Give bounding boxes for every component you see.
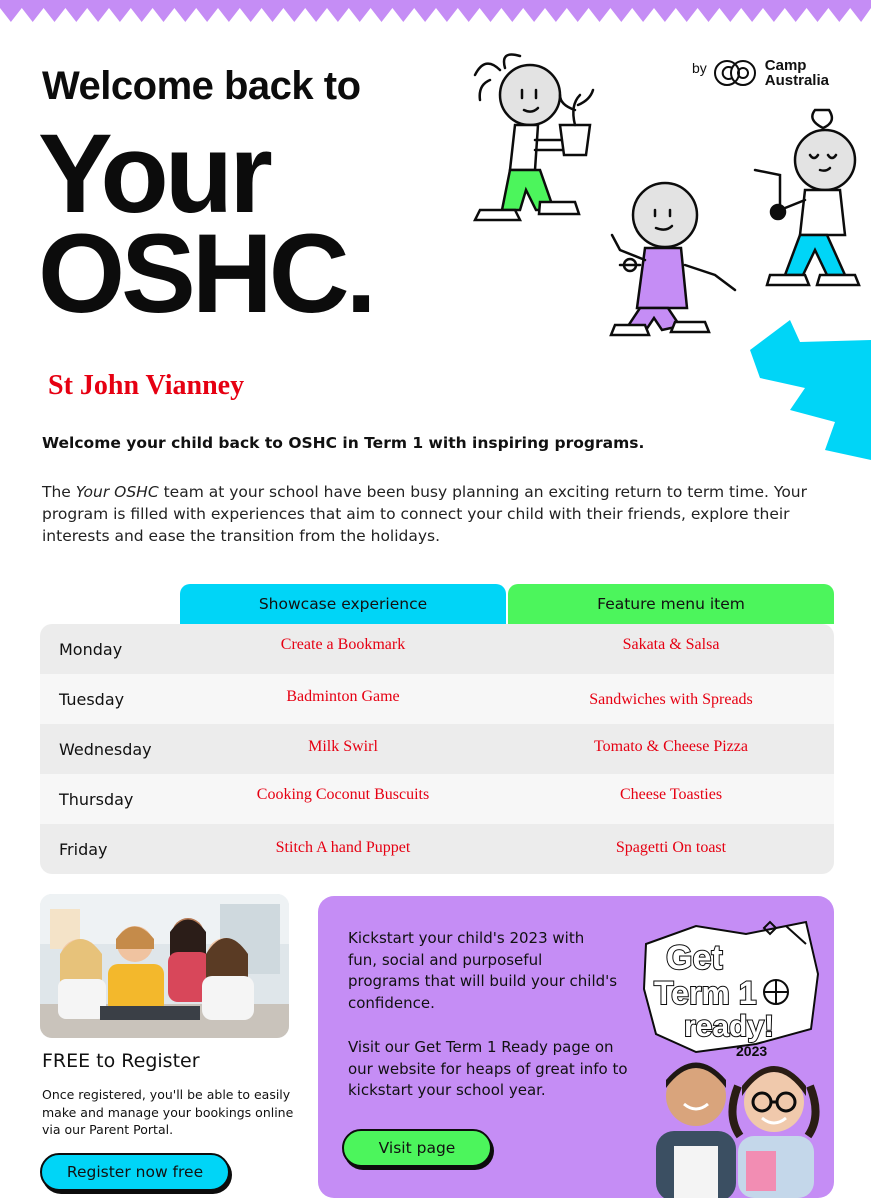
- day-cell: Wednesday: [59, 739, 152, 759]
- schedule-table: [40, 624, 834, 874]
- promo-kids-photo: [634, 1046, 834, 1198]
- hero-title: [38, 111, 373, 336]
- brand-name: Camp Australia: [764, 57, 829, 89]
- day-cell: Friday: [59, 839, 108, 859]
- day-cell: Tuesday: [59, 689, 125, 709]
- badge-line-term: Term 1: [654, 975, 757, 1011]
- character-astronaut: [611, 183, 735, 335]
- feature-cell: Sakata & Salsa: [622, 636, 720, 653]
- character-plant-holder: [475, 55, 593, 221]
- showcase-cell: Cooking Coconut Buscuits: [256, 786, 430, 803]
- feature-cell: Tomato & Cheese Pizza: [594, 738, 748, 755]
- intro-body-prefix: The: [42, 483, 76, 501]
- table-row: [40, 774, 834, 824]
- characters-illustration: [460, 50, 871, 470]
- register-now-button[interactable]: Register now free: [40, 1153, 230, 1191]
- table-row: [40, 624, 834, 674]
- zigzag-border: [0, 0, 871, 36]
- feature-cell: Cheese Toasties: [619, 786, 723, 803]
- school-name: St John Vianney: [48, 370, 245, 401]
- table-row: [40, 824, 834, 874]
- showcase-cell: Milk Swirl: [308, 738, 378, 755]
- cyan-zigzag-shape: [750, 320, 871, 460]
- table-row: [40, 674, 834, 724]
- hero-pre-title: Welcome back to: [42, 64, 361, 108]
- register-title: FREE to Register: [42, 1050, 200, 1072]
- kids-photo: [40, 894, 289, 1038]
- badge-line-ready: ready!: [684, 1010, 775, 1043]
- badge-line-get: Get: [666, 939, 723, 977]
- showcase-cell: Badminton Game: [286, 688, 400, 705]
- visit-page-button[interactable]: Visit page: [342, 1129, 492, 1167]
- intro-body-suffix: team at your school have been busy planning an exciting return to term time. Your program is filled with experiences that aim to connect your child with their friends, explore their interests and ease the transition from the holidays.: [42, 483, 807, 545]
- character-music: [755, 110, 859, 285]
- promo-text-visit: Visit our Get Term 1 Ready page on our website for heaps of great info to kickstart your school year.: [348, 1038, 628, 1099]
- intro-headline: Welcome your child back to OSHC in Term 1 with inspiring programs.: [42, 434, 645, 452]
- register-text: Once registered, you'll be able to easily make and manage your bookings online via our Parent Portal.: [42, 1087, 294, 1137]
- get-term1-ready-badge: [636, 914, 826, 1064]
- promo-card: [318, 896, 834, 1198]
- table-row: [40, 724, 834, 774]
- feature-cell: Spagetti On toast: [615, 839, 727, 856]
- intro-body-italic: Your OSHC: [75, 483, 159, 501]
- hero-title-line2: OSHC.: [38, 211, 373, 336]
- showcase-cell: Stitch A hand Puppet: [275, 839, 411, 856]
- hero-title-line1: Your: [38, 111, 269, 236]
- feature-cell: Sandwiches with Spreads: [589, 691, 753, 708]
- promo-text-kickstart: Kickstart your child's 2023 with fun, social and purposeful programs that will build your child's confidence.: [348, 929, 618, 1012]
- day-cell: Thursday: [59, 789, 134, 809]
- intro-body: [42, 481, 842, 547]
- header-showcase: Showcase experience: [180, 584, 506, 624]
- showcase-cell: Create a Bookmark: [280, 636, 406, 653]
- day-cell: Monday: [59, 639, 123, 659]
- badge-year: 2023: [736, 1043, 768, 1059]
- brand-by-label: by: [692, 60, 707, 76]
- header-feature: Feature menu item: [508, 584, 834, 624]
